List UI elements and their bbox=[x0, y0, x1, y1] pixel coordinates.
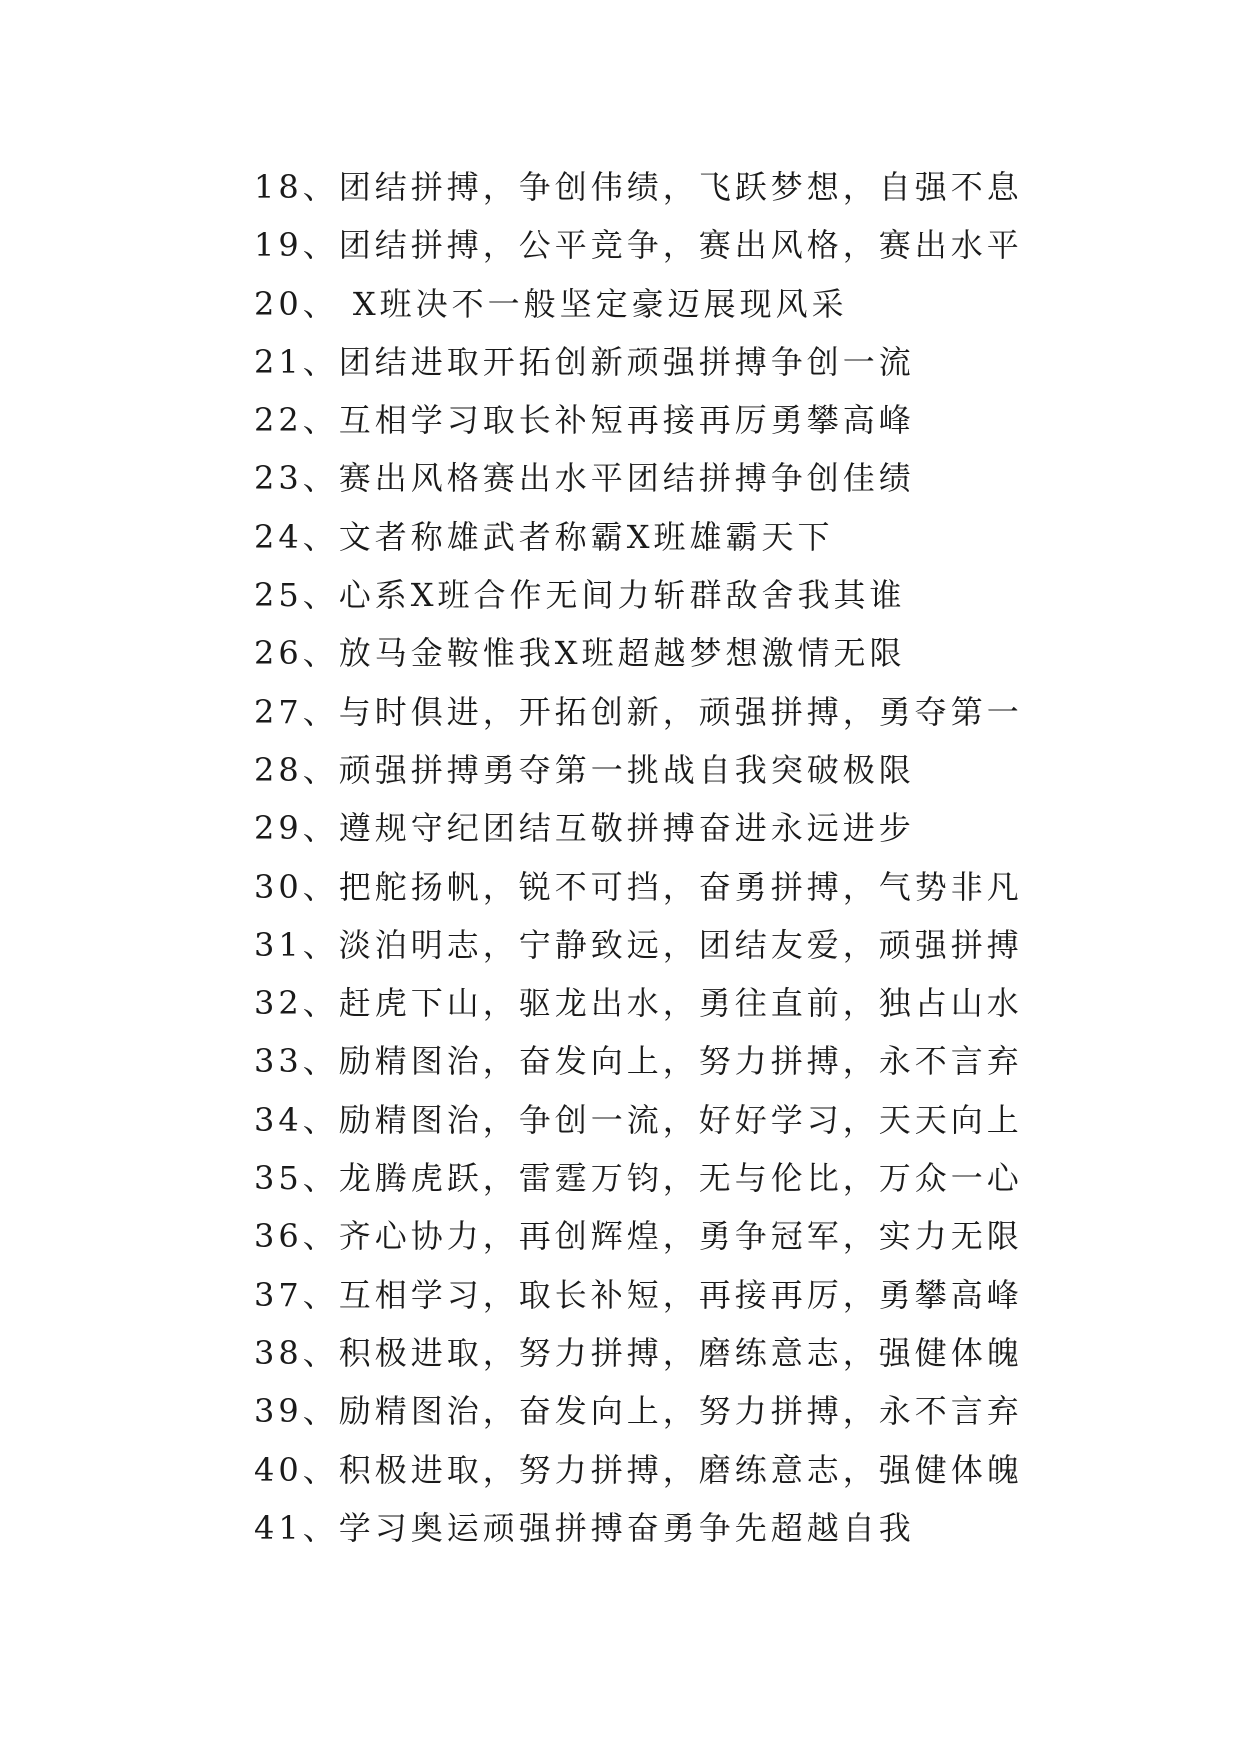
list-item: 36、齐心协力，再创辉煌，勇争冠军，实力无限 bbox=[254, 1217, 1023, 1256]
list-item: 23、赛出风格赛出水平团结拼搏争创佳绩 bbox=[254, 459, 915, 498]
list-item: 38、积极进取，努力拼搏，磨练意志，强健体魄 bbox=[254, 1333, 1023, 1372]
list-item: 40、积极进取，努力拼搏，磨练意志，强健体魄 bbox=[254, 1450, 1023, 1489]
list-item: 26、放马金鞍惟我X班超越梦想激情无限 bbox=[254, 634, 906, 673]
list-item: 25、心系X班合作无间力斩群敌舍我其谁 bbox=[254, 576, 906, 615]
list-item: 20、 X班决不一般坚定豪迈展现风采 bbox=[254, 284, 848, 323]
list-item: 33、励精图治，奋发向上，努力拼搏，永不言弃 bbox=[254, 1042, 1023, 1081]
list-item: 21、团结进取开拓创新顽强拼搏争创一流 bbox=[254, 342, 915, 381]
list-item: 30、把舵扬帆，锐不可挡，奋勇拼搏，气势非凡 bbox=[254, 867, 1023, 906]
list-item: 27、与时俱进，开拓创新，顽强拼搏，勇夺第一 bbox=[254, 692, 1023, 731]
list-item: 34、励精图治，争创一流，好好学习，天天向上 bbox=[254, 1100, 1023, 1139]
list-item: 32、赶虎下山，驱龙出水，勇往直前，独占山水 bbox=[254, 984, 1023, 1023]
list-item: 41、学习奥运顽强拼搏奋勇争先超越自我 bbox=[254, 1508, 915, 1547]
slogan-list bbox=[254, 158, 1023, 1557]
list-item: 19、团结拼搏，公平竞争，赛出风格，赛出水平 bbox=[254, 226, 1023, 265]
list-item: 22、互相学习取长补短再接再厉勇攀高峰 bbox=[254, 401, 915, 440]
list-item: 39、励精图治，奋发向上，努力拼搏，永不言弃 bbox=[254, 1392, 1023, 1431]
list-item: 18、团结拼搏，争创伟绩，飞跃梦想，自强不息 bbox=[254, 168, 1023, 206]
list-item: 28、顽强拼搏勇夺第一挑战自我突破极限 bbox=[254, 750, 915, 789]
list-item: 37、互相学习，取长补短，再接再厉，勇攀高峰 bbox=[254, 1275, 1023, 1314]
list-item: 24、文者称雄武者称霸X班雄霸天下 bbox=[254, 517, 834, 556]
list-item: 35、龙腾虎跃，雷霆万钧，无与伦比，万众一心 bbox=[254, 1159, 1023, 1198]
list-item: 29、遵规守纪团结互敬拼搏奋进永远进步 bbox=[254, 809, 915, 848]
list-item: 31、淡泊明志，宁静致远，团结友爱，顽强拼搏 bbox=[254, 925, 1023, 964]
